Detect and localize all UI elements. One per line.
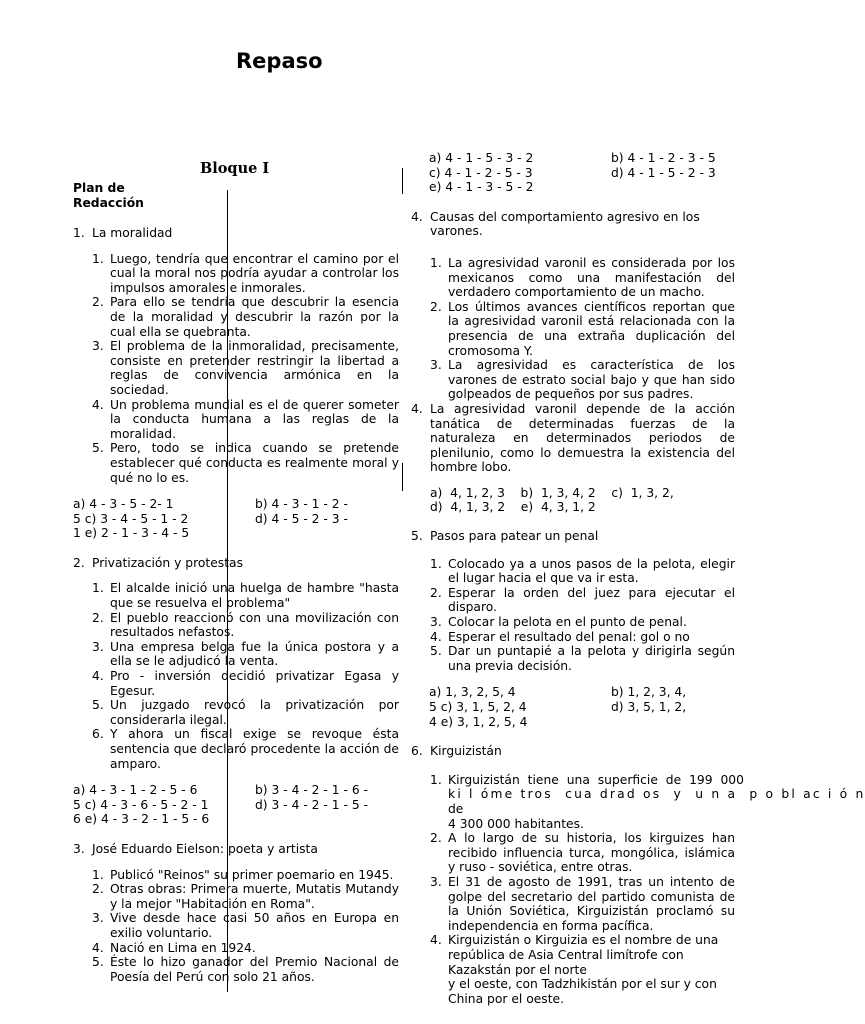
list-item: 5. Pero, todo se indica cuando se pretende establecer qué conducta es realmente moral y qué no lo es.	[92, 441, 399, 485]
list-item: 1. Luego, tendría que encontrar el camino por el cual la moral nos podría ayudar a controlar los impulsos amorales e inmorales.	[92, 251, 399, 295]
list-item: 2. Otras obras: Primera muerte, Mutatis Mutandy y la mejor "Habitación en Roma".	[92, 882, 399, 911]
answer-options: a) 4 - 3 - 1 - 2 - 5 - 6 b) 3 - 4 - 2 - 1 - 6 - 5 c) 4 - 3 - 6 - 5 - 2 - 1 d) 3 - 4 - 2 - 1 - 5 - 6 e) 4 - 3 - 2 - 1 - 5 - 6	[73, 783, 368, 827]
list-item: 4. La agresividad varonil depende de la acción tanática de determinadas fuerzas de la naturaleza en determinados periodos de plenilunio, como lo demuestra la existencia del hombre lobo.	[411, 401, 735, 475]
vertical-rule-right-mid	[402, 463, 403, 491]
list-item: 3. Vive desde hace casi 50 años en Europa en exilio voluntario.	[92, 911, 399, 940]
item-list	[430, 772, 865, 1007]
answer-options: a) 1, 3, 2, 5, 4 b) 1, 2, 3, 4, 5 c) 3, 1, 5, 2, 4 d) 3, 5, 1, 2, 4 e) 3, 1, 2, 5, 4	[429, 685, 687, 729]
section-heading: 3. José Eduardo Eielson: poeta y artista	[73, 841, 318, 856]
list-item: 2. El pueblo reaccionó con una movilización con resultados nefastos.	[92, 610, 399, 640]
item-list	[92, 581, 399, 771]
answer-options: a) 4 - 1 - 5 - 3 - 2 b) 4 - 1 - 2 - 3 - 5 c) 4 - 1 - 2 - 5 - 3 d) 4 - 1 - 5 - 2 - 3 e) 4 - 1 - 3 - 5 - 2	[429, 151, 716, 195]
item-list	[92, 868, 399, 985]
list-item: 1. Colocado ya a unos pasos de la pelota, elegir el lugar hacia el que va ir esta.	[430, 556, 735, 586]
list-item: 1. Publicó "Reinos" su primer poemario en 1945.	[92, 867, 394, 882]
answer-options: a) 4 - 3 - 5 - 2- 1 b) 4 - 3 - 1 - 2 - 5 c) 3 - 4 - 5 - 1 - 2 d) 4 - 5 - 2 - 3 - 1 e) 2 - 1 - 3 - 4 - 5	[73, 497, 348, 541]
item-list	[430, 256, 735, 402]
list-item: 2. Esperar la orden del juez para ejecutar el disparo.	[430, 585, 735, 615]
section-heading: 5. Pasos para patear un penal	[411, 529, 599, 544]
vertical-rule-right-top	[402, 168, 403, 194]
block-heading: Bloque I	[200, 160, 270, 177]
list-item: 2. Los últimos avances científicos reportan que la agresividad varonil está relacionada con la presencia de una extraña duplicación del cromosoma Y.	[430, 299, 735, 358]
section-heading: 4. Causas del comportamiento agresivo en los varones.	[411, 209, 700, 239]
list-item: 3. Una empresa belga fue la única postora y a ella se le adjudicó la venta.	[92, 639, 399, 669]
section-heading: 1. La moralidad	[73, 226, 173, 240]
list-item: 4. Nació en Lima en 1924.	[92, 940, 256, 955]
list-item: 5. Un juzgado revocó la privatización por considerarla ilegal.	[92, 698, 399, 727]
item-list	[430, 557, 735, 674]
list-item: 6. Y ahora un fiscal exige se revoque ésta sentencia que declaró procedente la acción de amparo.	[92, 727, 399, 771]
list-item: 3. El 31 de agosto de 1991, tras un intento de golpe del secretario del partido comunista de la Unión Soviética, Kirguizistán proclamó su independencia en forma pacífica.	[430, 874, 735, 933]
list-item: 4. Pro - inversión decidió privatizar Egasa y Egesur.	[92, 669, 399, 698]
list-item: 2. A lo largo de su historia, los kirguizes han recibido influencia turca, mongólica, islámica y ruso - soviética, entre otras.	[430, 831, 735, 875]
section-heading: 6. Kirguizistán	[411, 744, 502, 759]
section-heading: 2. Privatización y protestas	[73, 555, 243, 570]
page-title: Repaso	[236, 49, 323, 73]
list-item: 3. El problema de la inmoralidad, precisamente, consiste en pretender restringir la libertad a reglas de convivencia armónica en la sociedad.	[92, 339, 399, 397]
list-item: 1. La agresividad varonil es considerada por los mexicanos como una manifestación del verdadero comportamiento de un macho.	[430, 255, 735, 300]
list-item: 3. Colocar la pelota en el punto de penal.	[430, 615, 687, 630]
list-item: 1. Kirguizistán tiene una superficie de 199 000 ki l óme tros cua drad os y u n a p o bl ac i ó n de 4 300 000 habitantes.	[430, 772, 865, 831]
list-item: 4. Un problema mundial es el de querer someter la conducta humana a las reglas de la moralidad.	[92, 397, 399, 441]
list-item: 2. Para ello se tendría que descubrir la esencia de la moralidad y descubrir la razón por la cual ella se quebranta.	[92, 295, 399, 339]
list-item: 3. La agresividad es característica de los varones de estrato social bajo y que han sido golpeados de pequeños por sus padres.	[430, 358, 735, 402]
right-column	[411, 151, 865, 1006]
list-item: 4. Esperar el resultado del penal: gol o no	[430, 629, 690, 644]
left-column	[73, 226, 399, 984]
list-item: 5. Dar un puntapié a la pelota y dirigirla según una previa decisión.	[430, 644, 735, 673]
item-list	[92, 252, 399, 486]
list-item: 4. Kirguizistán o Kirguizia es el nombre de una república de Asia Central limítrofe con Kazakstán por el norte y el oeste, con Tadzhikistán por el sur y con China por el oeste.	[430, 933, 719, 1006]
plan-label: Plan de Redacción	[73, 181, 144, 210]
list-item: 1. El alcalde inició una huelga de hambre "hasta que se resuelva el problema"	[92, 581, 399, 611]
list-item: 5. Éste lo hizo ganador del Premio Nacional de Poesía del Perú con solo 21 años.	[92, 955, 399, 984]
answer-options: a) 4, 1, 2, 3 b) 1, 3, 4, 2 c) 1, 3, 2, d) 4, 1, 3, 2 e) 4, 3, 1, 2	[430, 485, 674, 515]
